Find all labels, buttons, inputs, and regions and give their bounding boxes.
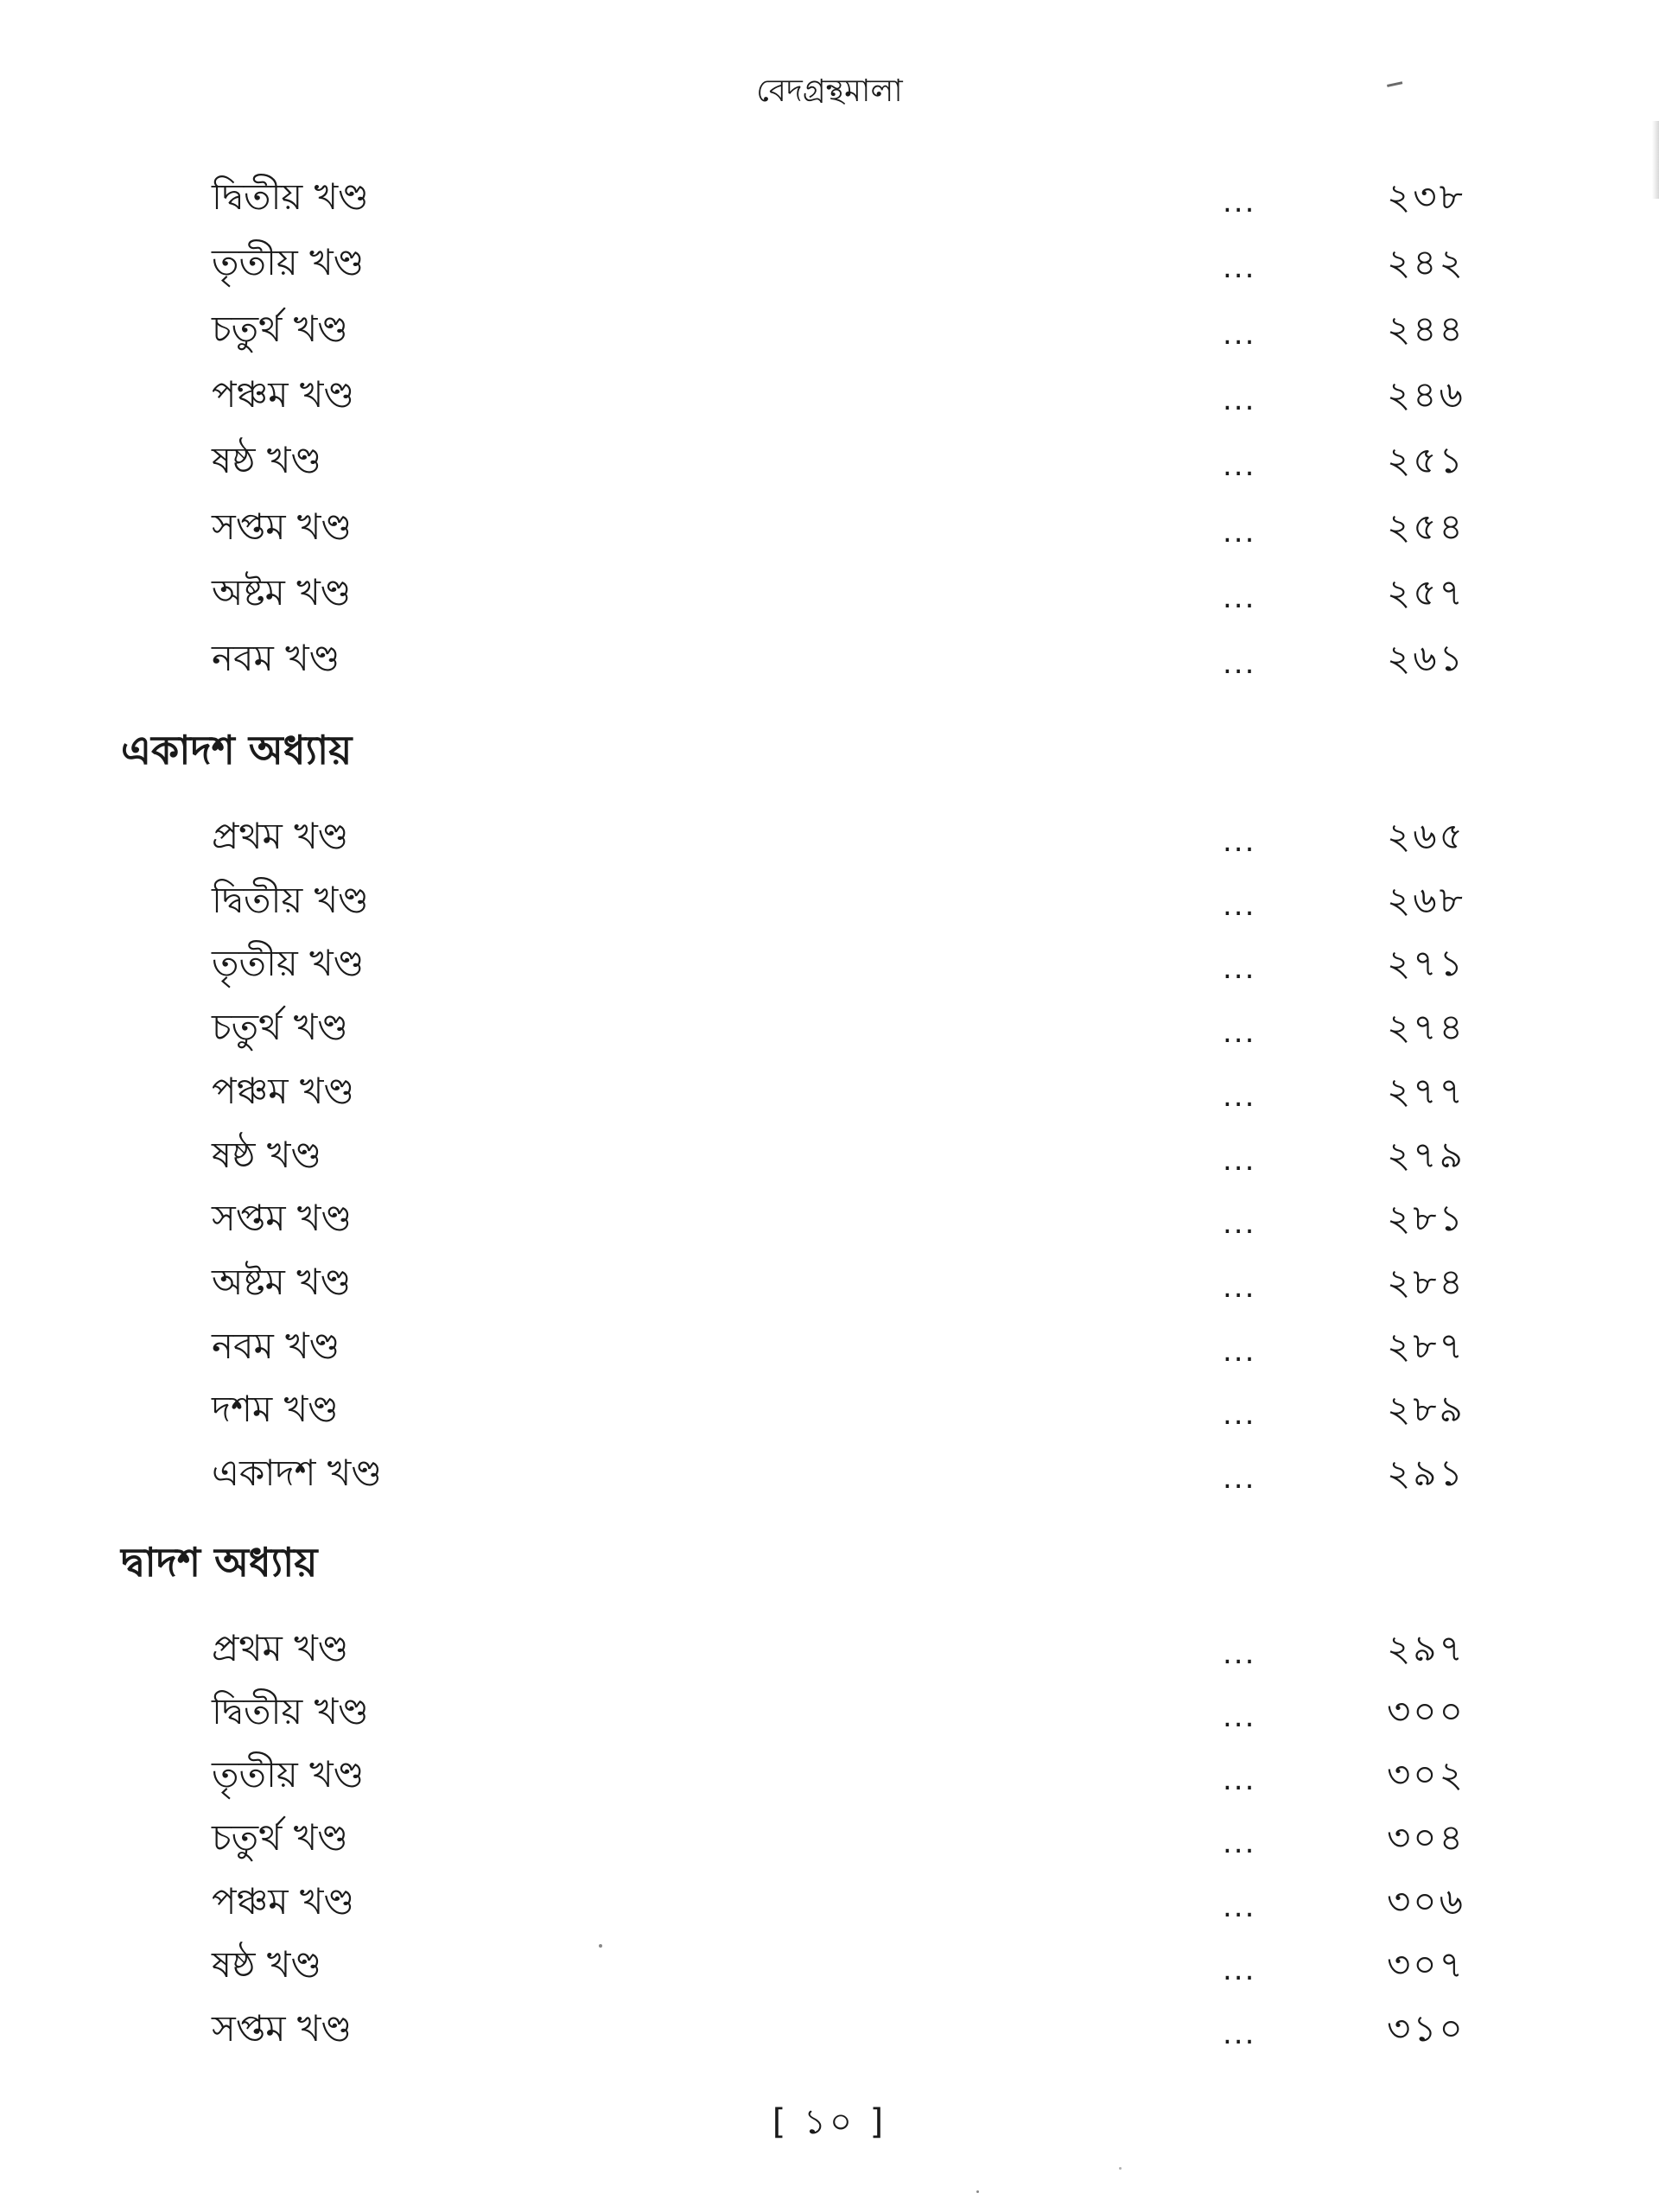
entry-leader: ... [1223, 1270, 1256, 1305]
toc-entry [0, 936, 1659, 991]
entry-page-number: ২৩৮ [1387, 175, 1465, 218]
entry-title: সপ্তম খণ্ড [212, 2007, 353, 2050]
entry-leader: ... [1223, 951, 1256, 986]
entry-title: একাদশ খণ্ড [212, 1452, 382, 1494]
entry-title: ষষ্ঠ খণ্ড [212, 439, 322, 481]
toc-entry [0, 499, 1659, 555]
toc-entry [0, 1191, 1659, 1246]
entry-leader: ... [1223, 1953, 1256, 1987]
entry-page-number: ২৭৭ [1387, 1070, 1465, 1112]
entry-leader: ... [1223, 1763, 1256, 1797]
paper-speck [1119, 2167, 1122, 2170]
toc-entry [0, 1064, 1659, 1119]
toc-entry [0, 1255, 1659, 1310]
entry-title: দশম খণ্ড [212, 1388, 339, 1430]
entry-title: নবম খণ্ড [212, 637, 340, 679]
entry-leader: ... [1223, 2017, 1256, 2051]
entry-leader: ... [1223, 1826, 1256, 1860]
toc-entry [0, 1747, 1659, 1802]
toc-entry [0, 1128, 1659, 1183]
entry-title: পঞ্চম খণ্ড [212, 373, 355, 416]
entry-leader: ... [1223, 448, 1256, 483]
entry-page-number: ২৮৯ [1387, 1388, 1465, 1430]
entry-page-number: ২৮৭ [1387, 1325, 1465, 1367]
toc-entry [0, 1684, 1659, 1739]
entry-title: চতুর্থ খণ্ড [212, 308, 348, 350]
entry-title: পঞ্চম খণ্ড [212, 1880, 355, 1923]
entry-leader: ... [1223, 1143, 1256, 1178]
toc-entry [0, 1000, 1659, 1055]
toc-entry [0, 565, 1659, 620]
entry-page-number: ২৯৭ [1387, 1627, 1465, 1669]
entry-title: দ্বিতীয় খণ্ড [212, 879, 369, 921]
paper-speck [599, 1944, 602, 1948]
entry-title: দ্বিতীয় খণ্ড [212, 1690, 369, 1732]
entry-leader: ... [1223, 185, 1256, 219]
entry-title: অষ্টম খণ্ড [212, 571, 352, 613]
entry-title: প্রথম খণ্ড [212, 815, 349, 857]
entry-title: সপ্তম খণ্ড [212, 505, 353, 548]
toc-entry [0, 1874, 1659, 1929]
entry-page-number: ২৭৯ [1387, 1134, 1465, 1176]
entry-page-number: ২৪২ [1387, 241, 1465, 283]
entry-title: ষষ্ঠ খণ্ড [212, 1943, 322, 1986]
entry-page-number: ৩০৬ [1387, 1880, 1465, 1923]
entry-page-number: ২৬৮ [1387, 879, 1465, 921]
entry-title: চতুর্থ খণ্ড [212, 1006, 348, 1048]
toc-entry [0, 1621, 1659, 1676]
entry-leader: ... [1223, 1206, 1256, 1241]
entry-page-number: ২৫৪ [1387, 505, 1465, 548]
entry-title: দ্বিতীয় খণ্ড [212, 175, 369, 218]
entry-page-number: ২৬১ [1387, 637, 1465, 679]
entry-page-number: ২৯১ [1387, 1452, 1465, 1494]
toc-entry [0, 433, 1659, 488]
entry-leader: ... [1223, 824, 1256, 859]
entry-title: নবম খণ্ড [212, 1325, 340, 1367]
page-number: [ ১০ ] [772, 2102, 887, 2142]
entry-page-number: ৩০৭ [1387, 1943, 1465, 1986]
toc-entry [0, 1319, 1659, 1374]
entry-title: সপ্তম খণ্ড [212, 1197, 353, 1239]
entry-leader: ... [1223, 1397, 1256, 1432]
toc-entry [0, 1810, 1659, 1866]
entry-leader: ... [1223, 317, 1256, 352]
toc-entry [0, 169, 1659, 225]
entry-page-number: ২৪৬ [1387, 373, 1465, 416]
entry-leader: ... [1223, 1637, 1256, 1671]
toc-entry [0, 235, 1659, 290]
toc-entry [0, 367, 1659, 423]
entry-leader: ... [1223, 1015, 1256, 1050]
entry-leader: ... [1223, 646, 1256, 681]
entry-leader: ... [1223, 251, 1256, 285]
entry-leader: ... [1223, 1334, 1256, 1369]
entry-title: ষষ্ঠ খণ্ড [212, 1134, 322, 1176]
entry-leader: ... [1223, 1461, 1256, 1496]
entry-leader: ... [1223, 1890, 1256, 1924]
entry-page-number: ২৮৪ [1387, 1261, 1465, 1303]
entry-leader: ... [1223, 888, 1256, 923]
entry-title: অষ্টম খণ্ড [212, 1261, 352, 1303]
toc-entry [0, 2001, 1659, 2056]
entry-leader: ... [1223, 383, 1256, 417]
chapter-heading: একাদশ অধ্যায় [121, 727, 353, 773]
toc-entry [0, 1382, 1659, 1437]
entry-page-number: ২৮১ [1387, 1197, 1465, 1239]
toc-entry [0, 1446, 1659, 1501]
entry-title: পঞ্চম খণ্ড [212, 1070, 355, 1112]
toc-entry [0, 302, 1659, 357]
entry-title: প্রথম খণ্ড [212, 1627, 349, 1669]
entry-leader: ... [1223, 515, 1256, 550]
entry-title: চতুর্থ খণ্ড [212, 1816, 348, 1859]
entry-page-number: ২৭৪ [1387, 1006, 1465, 1048]
toc-entry [0, 809, 1659, 864]
entry-leader: ... [1223, 1079, 1256, 1114]
paper-speck [976, 2190, 979, 2193]
entry-page-number: ৩০২ [1387, 1753, 1465, 1796]
entry-page-number: ২৫৭ [1387, 571, 1465, 613]
entry-title: তৃতীয় খণ্ড [212, 942, 365, 984]
toc-entry [0, 873, 1659, 928]
toc-entry [0, 1937, 1659, 1993]
entry-title: তৃতীয় খণ্ড [212, 1753, 365, 1796]
running-title: বেদগ্রন্থমালা [756, 73, 903, 109]
entry-page-number: ২৫১ [1387, 439, 1465, 481]
entry-page-number: ৩০৪ [1387, 1816, 1465, 1859]
entry-page-number: ৩০০ [1387, 1690, 1465, 1732]
chapter-heading: দ্বাদশ অধ্যায় [121, 1539, 318, 1586]
entry-leader: ... [1223, 581, 1256, 615]
entry-page-number: ২৭১ [1387, 942, 1465, 984]
toc-entry [0, 631, 1659, 686]
entry-leader: ... [1223, 1700, 1256, 1734]
entry-page-number: ২৬৫ [1387, 815, 1465, 857]
entry-page-number: ৩১০ [1387, 2007, 1465, 2050]
entry-title: তৃতীয় খণ্ড [212, 241, 365, 283]
entry-page-number: ২৪৪ [1387, 308, 1465, 350]
